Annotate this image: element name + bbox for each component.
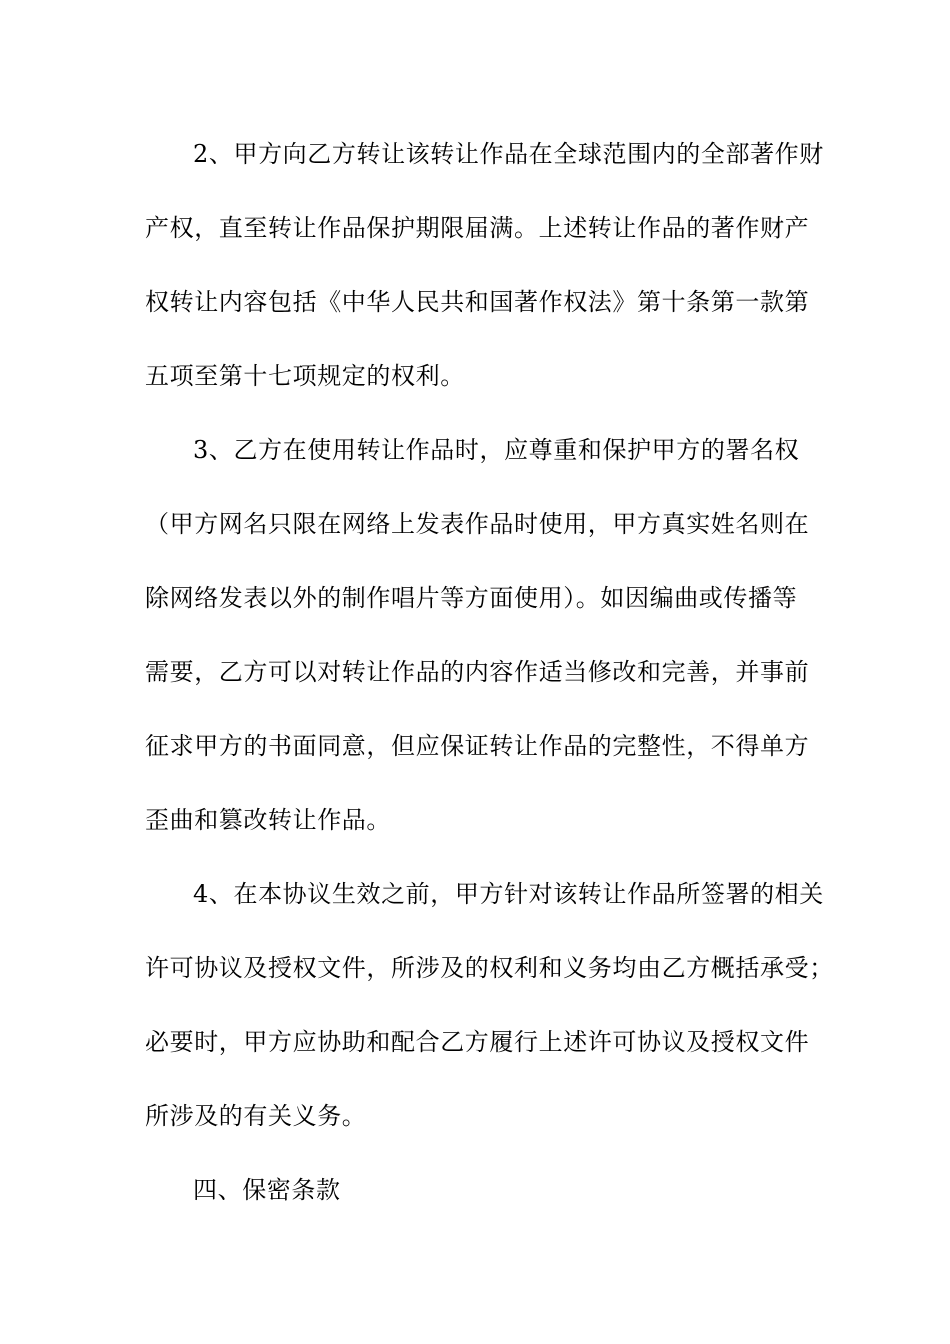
clause-3-line-5: 征求甲方的书面同意，但应保证转让作品的完整性，不得单方 (145, 732, 810, 760)
clause-3-line-1: 3、乙方在使用转让作品时，应尊重和保护甲方的署名权 (193, 436, 800, 464)
clause-4-line-1: 4、在本协议生效之前，甲方针对该转让作品所签署的相关 (193, 880, 824, 908)
clause-2-line-3: 权转让内容包括《中华人民共和国著作权法》第十条第一款第 (145, 288, 810, 316)
clause-4-line-4: 所涉及的有关义务。 (145, 1102, 367, 1130)
clause-4-line-2: 许可协议及授权文件，所涉及的权利和义务均由乙方概括承受； (145, 954, 834, 982)
clause-3-line-3: 除网络发表以外的制作唱片等方面使用）。如因编曲或传播等 (145, 584, 798, 612)
clause-3-line-4: 需要，乙方可以对转让作品的内容作适当修改和完善，并事前 (145, 658, 810, 686)
section-heading-confidentiality: 四、保密条款 (193, 1176, 341, 1204)
clause-2-line-2: 产权，直至转让作品保护期限届满。上述转让作品的著作财产 (145, 214, 810, 242)
clause-2-line-1: 2、甲方向乙方转让该转让作品在全球范围内的全部著作财 (193, 140, 824, 168)
clause-4-line-3: 必要时，甲方应协助和配合乙方履行上述许可协议及授权文件 (145, 1028, 810, 1056)
clause-2-line-4: 五项至第十七项规定的权利。 (145, 362, 465, 390)
clause-3-line-6: 歪曲和篡改转让作品。 (145, 806, 391, 834)
clause-3-line-2: （甲方网名只限在网络上发表作品时使用，甲方真实姓名则在 (145, 510, 810, 538)
